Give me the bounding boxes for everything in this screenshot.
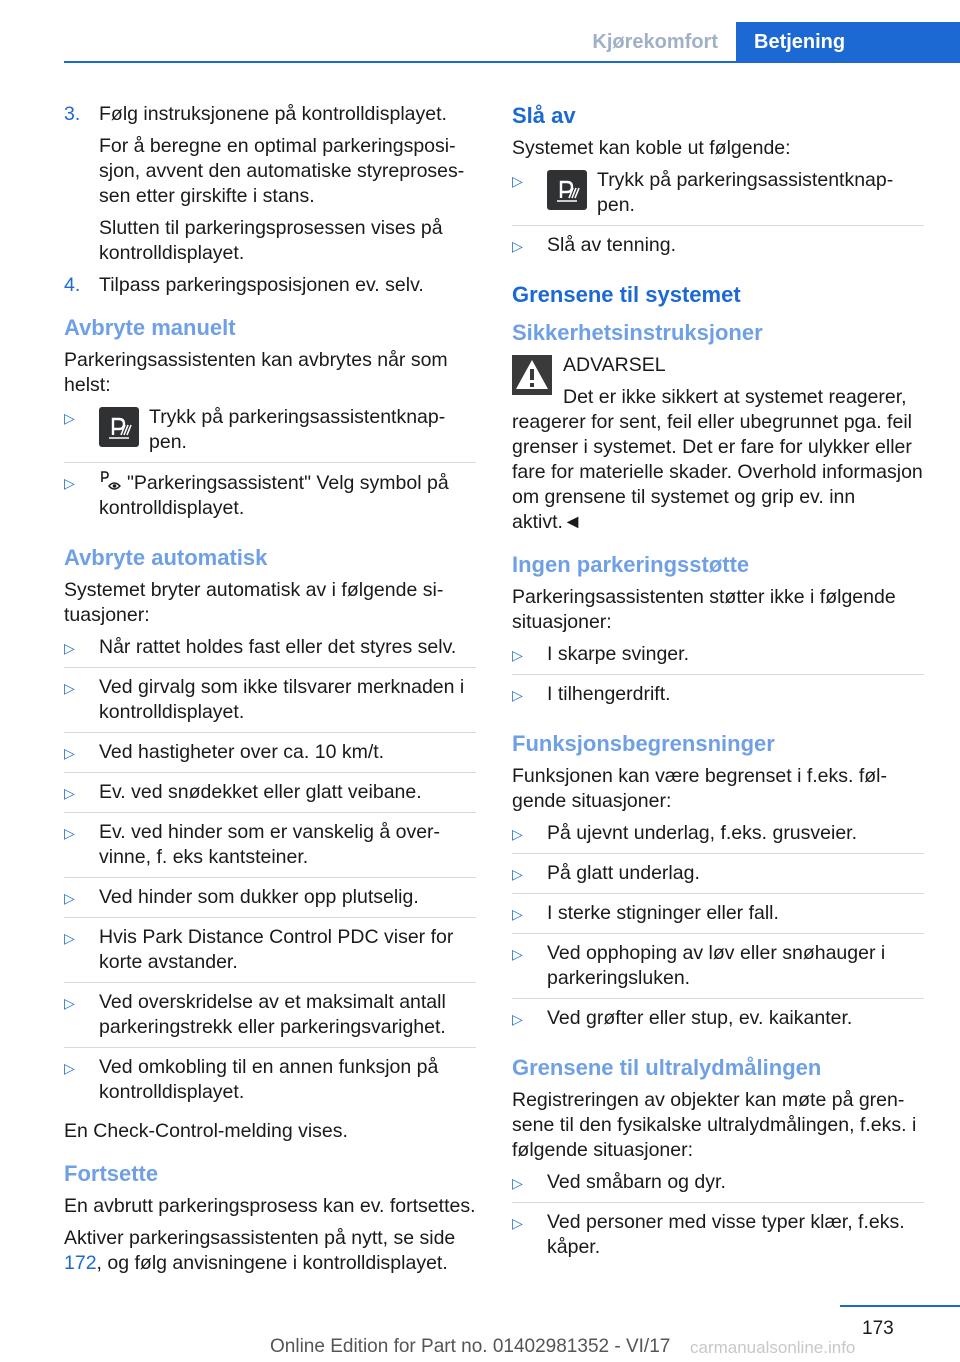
auto-intro: Systemet bryter automatisk av i følgende situasjoner: [64,579,444,626]
triangle-right-icon: ▷ [64,1060,75,1076]
list-item [64,1055,476,1112]
step-3-para-2: Slutten til parkeringsprosessen vises på kontrolldisplayet. [99,217,443,264]
item-text: Ved småbarn og dyr. [547,1171,726,1193]
para-text: Aktiver parkeringsassistenten på nytt, se side [64,1227,456,1249]
item-text: Hvis Park Distance Control PDC viser for korte avstander. [99,926,454,973]
item-text: Ved omkobling til en annen funksjon på kontrolldisplayet. [99,1056,439,1103]
list-item [64,635,476,668]
item-text: Ved opphoping av løv eller snøhauger i parkeringsluken. [547,942,886,989]
triangle-right-icon: ▷ [64,930,75,946]
triangle-right-icon: ▷ [512,906,523,922]
triangle-right-icon: ▷ [64,745,75,761]
warning-triangle-icon [512,355,552,395]
ultra-intro: Registreringen av objekter kan møte på grensene til den fysikalske ultralydmålingen, f.eks. i følgende situasjoner: [512,1089,917,1161]
list-item [512,642,924,675]
triangle-right-icon: ▷ [64,640,75,656]
item-text: Slå av tenning. [547,234,677,256]
auto-list [64,635,476,1112]
right-column [512,102,924,1274]
warning-title: ADVARSEL [563,354,666,376]
continue-para-2 [64,1226,476,1276]
item-text: Ev. ved snødekket eller glatt veibane. [99,781,422,803]
item-text: Ved hinder som dukker opp plutselig. [99,886,419,908]
list-item [512,1006,924,1038]
list-item [512,682,924,714]
step-text: Tilpass parkeringsposisjonen ev. selv. [99,274,424,296]
triangle-right-icon: ▷ [512,946,523,962]
no-support-list [512,642,924,714]
heading-grensene-til-ultralydmalingen: Grensene til ultralydmålingen [512,1055,822,1080]
func-limits-list [512,821,924,1038]
heading-sikkerhetsinstruksjoner: Sikkerhetsinstruksjoner [512,320,763,345]
list-item [64,885,476,918]
list-item [512,233,924,265]
item-text: Trykk på parkeringsassistentknappen. [149,406,446,453]
list-item [512,901,924,934]
heading-sla-av: Slå av [512,103,576,128]
triangle-right-icon: ▷ [512,826,523,842]
item-text: Ev. ved hinder som er vanskelig å overvinne, f. eks kantsteiner. [99,821,441,868]
item-text: I skarpe svinger. [547,643,689,665]
off-intro: Systemet kan koble ut følgende: [512,137,791,159]
tab-betjening[interactable]: Betjening [736,22,960,62]
list-item [64,675,476,733]
ultra-list [512,1170,924,1267]
off-list [512,168,924,265]
manual-intro: Parkeringsassistenten kan avbrytes når som helst: [64,349,448,396]
item-text: På ujevnt underlag, f.eks. grusveier. [547,822,858,844]
header-rule [64,61,960,63]
heading-grensene-til-systemet: Grensene til systemet [512,282,741,307]
item-text: Ved girvalg som ikke tilsvarer merknaden i kontrolldisplayet. [99,676,465,723]
heading-ingen-parkeringsstotte: Ingen parkeringsstøtte [512,552,750,577]
item-text: "Parkeringsassistent" Velg symbol på kontrolldisplayet. [99,472,449,519]
list-item [512,1170,924,1203]
list-item [64,470,476,528]
list-item [64,925,476,983]
tab-kjorekomfort[interactable]: Kjørekomfort [592,31,718,53]
para-text: , og følg anvisningene i kontrolldisplayet. [96,1252,448,1274]
list-item [64,740,476,773]
triangle-right-icon: ▷ [64,680,75,696]
step-3 [64,102,476,127]
item-text: Når rattet holdes fast eller det styres selv. [99,636,457,658]
triangle-right-icon: ▷ [512,1215,523,1231]
step-number: 4. [64,274,81,296]
heading-funksjonsbegrensninger: Funksjonsbegrensninger [512,731,775,756]
edition-line: Online Edition for Part no. 01402981352 - VI/17 [270,1336,671,1357]
triangle-right-icon: ▷ [512,687,523,703]
step-text: Følg instruksjonene på kontrolldisplayet. [99,103,447,125]
manual-list [64,405,476,528]
page-number: 173 [862,1318,894,1339]
list-item [64,405,476,463]
list-item [512,168,924,226]
list-item [512,861,924,894]
item-text: På glatt underlag. [547,862,700,884]
list-item [512,1210,924,1267]
triangle-right-icon: ▷ [512,1175,523,1191]
continue-para-1: En avbrutt parkeringsprosess kan ev. fortsettes. [64,1195,476,1217]
page-header [0,0,960,62]
item-text: Ved grøfter eller stup, ev. kaikanter. [547,1007,853,1029]
heading-fortsette: Fortsette [64,1161,159,1186]
triangle-right-icon: ▷ [512,173,523,189]
triangle-right-icon: ▷ [512,647,523,663]
item-text: Ved hastigheter over ca. 10 km/t. [99,741,385,763]
list-item [512,821,924,854]
triangle-right-icon: ▷ [64,410,75,426]
step-number: 3. [64,103,81,125]
footer-rule [840,1305,960,1307]
left-column [64,102,476,1283]
item-text: Ved overskridelse av et maksimalt antall parkeringstrekk eller parkeringsvarighet. [99,991,446,1038]
func-limits-intro: Funksjonen kan være begrenset i f.eks. følgende situasjoner: [512,765,888,812]
triangle-right-icon: ▷ [64,890,75,906]
triangle-right-icon: ▷ [64,475,75,491]
item-text: I tilhengerdrift. [547,683,671,705]
heading-avbryte-manuelt: Avbryte manuelt [64,315,236,340]
no-support-intro: Parkeringsassistenten støtter ikke i følgende situasjoner: [512,586,896,633]
step-3-para-1: For å beregne en optimal parkeringsposisjon, avvent den automatiske styreprosessen etter girskifte i stans. [99,135,465,207]
warning-text-content: Det er ikke sikkert at systemet reagerer, reagerer for sent, feil eller ubegrunnet pga. feil grenser i systemet. Det er fare for ulykker eller fare for materielle skader. Overhold informasjon om grensene til systemet og grip ev. inn aktivt.◄ [512,386,923,533]
page-link-172[interactable]: 172 [64,1252,97,1274]
list-item [64,820,476,878]
item-text: Trykk på parkeringsassistentknappen. [597,169,894,216]
triangle-right-icon: ▷ [512,238,523,254]
parking-assistant-button-icon [547,170,587,210]
step-4 [64,273,476,298]
auto-outro: En Check-Control-melding vises. [64,1120,348,1142]
heading-avbryte-automatisk: Avbryte automatisk [64,545,268,570]
watermark: carmanualsonline.info [690,1338,856,1357]
triangle-right-icon: ▷ [64,825,75,841]
item-text: I sterke stigninger eller fall. [547,902,779,924]
list-item [64,780,476,813]
parking-assistant-button-icon [99,407,139,447]
warning-text [512,385,924,535]
parking-assistant-symbol-icon [99,470,123,492]
item-text: Ved personer med visse typer klær, f.eks. kåper. [547,1211,905,1258]
triangle-right-icon: ▷ [512,1011,523,1027]
warning-block [512,353,924,535]
triangle-right-icon: ▷ [512,866,523,882]
list-item [512,941,924,999]
list-item [64,990,476,1048]
triangle-right-icon: ▷ [64,995,75,1011]
triangle-right-icon: ▷ [64,785,75,801]
